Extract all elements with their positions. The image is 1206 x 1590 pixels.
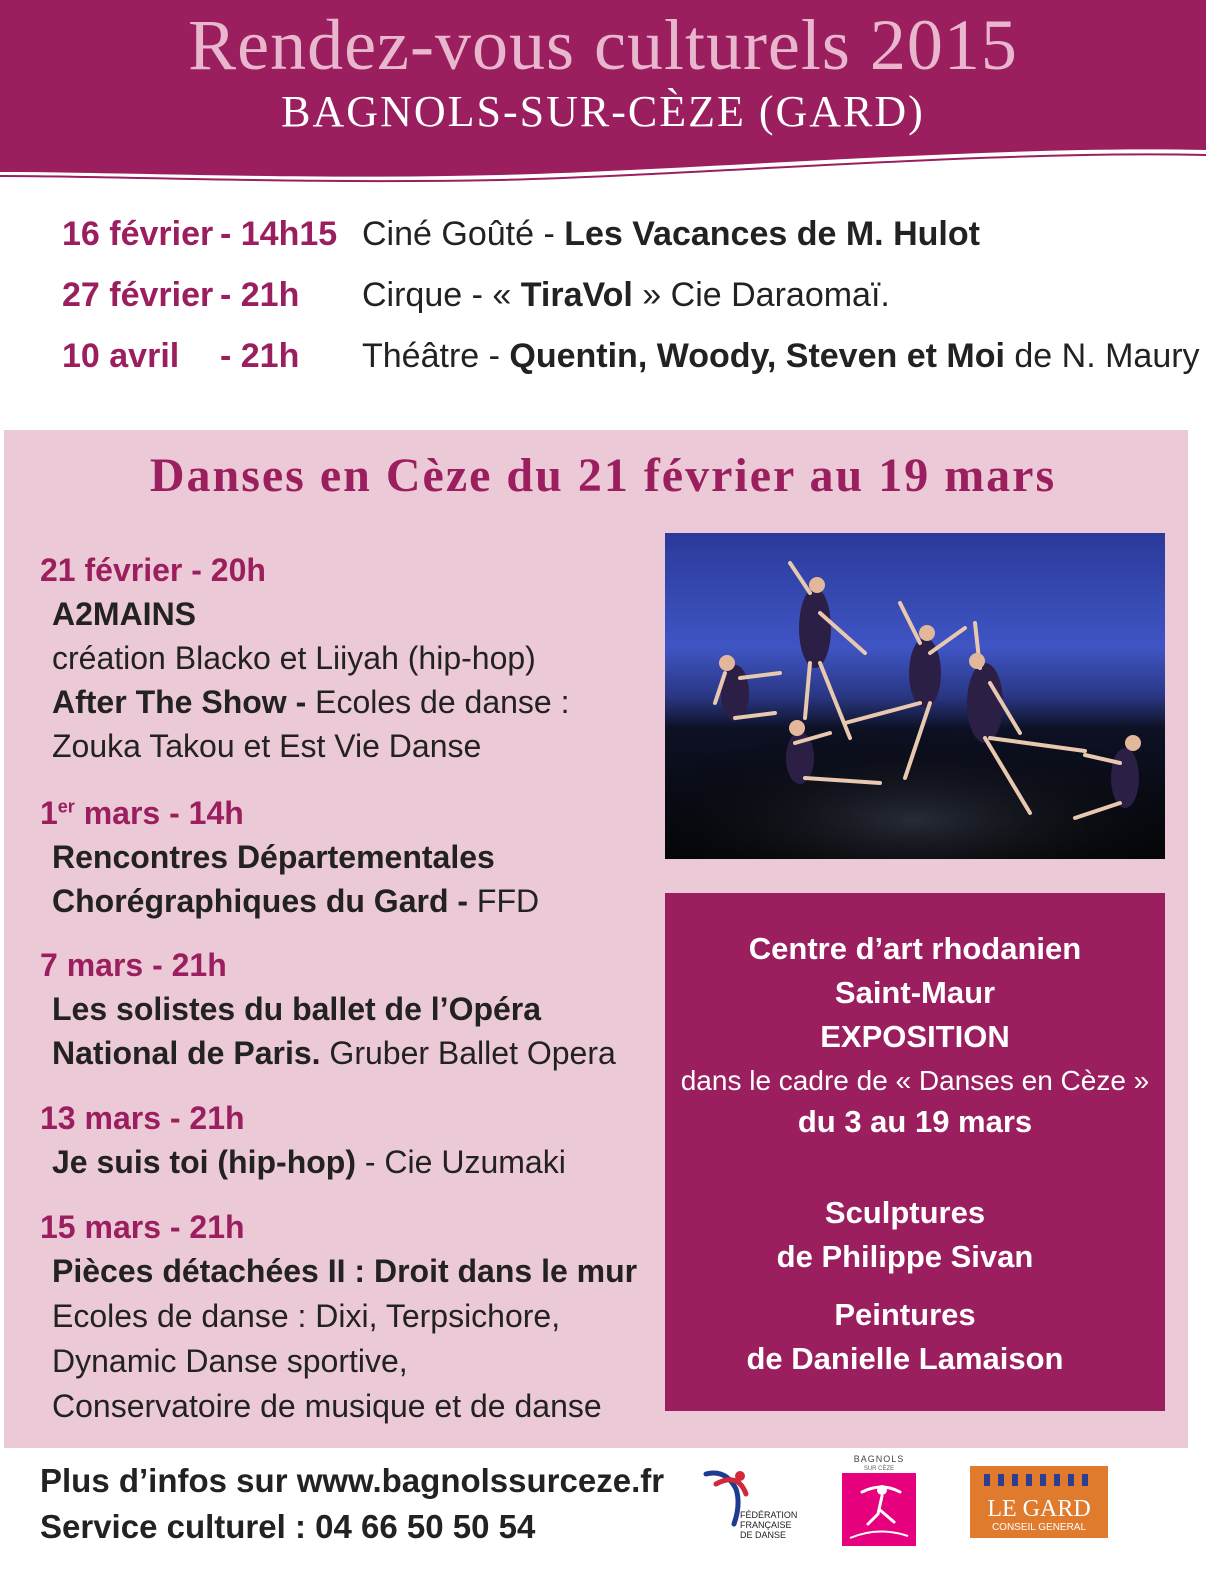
exposition-venue: Saint-Maur xyxy=(834,975,996,1010)
programme-title: A2MAINS xyxy=(52,596,197,632)
event-description xyxy=(362,215,980,254)
exposition-dates: du 3 au 19 mars xyxy=(797,1104,1033,1139)
dance-photo xyxy=(665,533,1165,859)
programme-date: 7 mars - 21h xyxy=(40,947,227,983)
programme-line xyxy=(52,1144,566,1181)
event-date: 16 février xyxy=(62,215,214,253)
event-date: 10 avril xyxy=(62,337,180,375)
exposition-sculptor: de Philippe Sivan xyxy=(776,1239,1034,1274)
programme-title: Chorégraphiques du Gard - xyxy=(52,883,469,919)
event-category: Ciné Goûté - xyxy=(362,215,565,253)
event-category: Théâtre - xyxy=(362,337,510,375)
ffd-logo xyxy=(696,1464,806,1544)
event-time: - 21h xyxy=(220,276,300,314)
event-description xyxy=(362,337,1200,376)
exposition-box xyxy=(665,893,1165,1411)
ffd-logo-line: DE DANSE xyxy=(740,1530,787,1540)
danses-section-title: Danses en Cèze du 21 février au 19 mars xyxy=(149,449,1057,502)
event-title: Les Vacances de M. Hulot xyxy=(564,215,980,253)
event-suffix: de N. Maury xyxy=(1004,337,1200,375)
programme-description: Gruber Ballet Opera xyxy=(320,1035,616,1071)
le-gard-logo-subtitle: CONSEIL GENERAL xyxy=(991,1522,1087,1533)
programme-description: FFD xyxy=(468,883,540,919)
programme-title: Rencontres Départementales xyxy=(52,839,495,875)
programme-description: création Blacko et Liiyah (hip-hop) xyxy=(52,640,536,676)
ffd-logo-line: FÉDÉRATION xyxy=(740,1510,798,1520)
exposition-sculptures: Sculptures xyxy=(824,1195,986,1230)
poster-title: Rendez-vous culturels 2015 xyxy=(188,5,1018,85)
programme-description: Zouka Takou et Est Vie Danse xyxy=(52,728,482,764)
programme-description: Dynamic Danse sportive, xyxy=(52,1343,408,1379)
programme-description: Ecoles de danse : Dixi, Terpsichore, xyxy=(52,1298,561,1334)
header-banner xyxy=(0,0,1206,200)
programme-line xyxy=(52,1035,616,1072)
event-title: Quentin, Woody, Steven et Moi xyxy=(509,337,1005,375)
programme-title: National de Paris. xyxy=(52,1035,321,1071)
programme-description: - Cie Uzumaki xyxy=(355,1144,566,1180)
programme-line xyxy=(52,684,570,721)
programme-date-time: mars - 14h xyxy=(74,795,244,831)
bagnols-logo-title: BAGNOLS xyxy=(842,1452,916,1466)
event-category: Cirque - « xyxy=(362,276,521,314)
programme-date-ordinal: er xyxy=(57,796,75,817)
event-suffix: » Cie Daraomaï. xyxy=(632,276,890,314)
programme-line xyxy=(52,883,539,920)
programme-title: Les solistes du ballet de l’Opéra xyxy=(52,991,542,1027)
exposition-painter: de Danielle Lamaison xyxy=(746,1341,1064,1376)
exposition-venue: Centre d’art rhodanien xyxy=(748,931,1082,966)
footer-website: Plus d’infos sur www.bagnolssurceze.fr xyxy=(40,1462,665,1499)
footer-phone: Service culturel : 04 66 50 50 54 xyxy=(40,1508,536,1545)
ffd-logo-line: FRANÇAISE xyxy=(740,1520,792,1530)
event-date: 27 février xyxy=(62,276,214,314)
event-description xyxy=(362,276,890,315)
le-gard-logo xyxy=(970,1466,1108,1538)
programme-date-day: 1 xyxy=(40,795,58,831)
ffd-logo-text xyxy=(740,1510,797,1540)
programme-description: Ecoles de danse : xyxy=(306,684,570,720)
programme-description: Conservatoire de musique et de danse xyxy=(52,1388,602,1424)
bagnols-logo xyxy=(842,1452,916,1546)
bagnols-logo-subtitle: SUR CÈZE xyxy=(842,1465,916,1473)
event-time: - 21h xyxy=(220,337,300,375)
event-time: - 14h15 xyxy=(220,215,338,253)
event-title: TiraVol xyxy=(520,276,633,314)
programme-date xyxy=(40,795,244,832)
programme-date: 21 février - 20h xyxy=(40,552,266,588)
programme-date: 13 mars - 21h xyxy=(40,1100,245,1136)
programme-title: Pièces détachées II : Droit dans le mur xyxy=(52,1253,638,1289)
programme-title: After The Show - xyxy=(52,684,307,720)
programme-date: 15 mars - 21h xyxy=(40,1209,245,1245)
programme-title: Je suis toi (hip-hop) xyxy=(52,1144,356,1180)
exposition-label: EXPOSITION xyxy=(820,1019,1010,1054)
exposition-context: dans le cadre de « Danses en Cèze » xyxy=(680,1065,1150,1096)
le-gard-logo-title: LE GARD xyxy=(987,1496,1091,1522)
poster-city: BAGNOLS-SUR-CÈZE (GARD) xyxy=(281,87,925,136)
exposition-paintings: Peintures xyxy=(834,1297,976,1332)
